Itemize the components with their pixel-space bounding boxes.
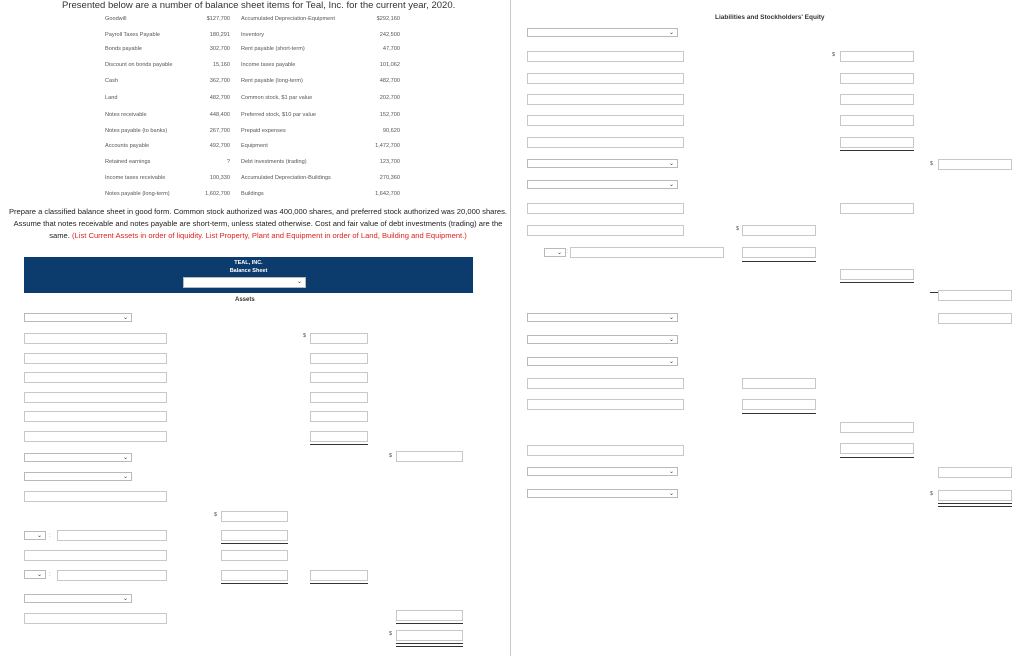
underline: [840, 150, 914, 151]
account-input[interactable]: [527, 445, 684, 456]
chevron-down-icon: ⌄: [668, 315, 674, 321]
amount-input[interactable]: [221, 550, 288, 561]
amount-input[interactable]: [840, 203, 914, 214]
account-select[interactable]: [24, 313, 132, 322]
item-value: 1,472,700: [375, 143, 400, 149]
item-label: Rent payable (short-term): [241, 46, 305, 52]
amount-input[interactable]: [840, 422, 914, 433]
amount-input[interactable]: [840, 115, 914, 126]
account-input[interactable]: [24, 372, 167, 383]
item-value: 123,700: [379, 159, 400, 165]
amount-input[interactable]: [396, 610, 463, 621]
amount-input[interactable]: [310, 570, 368, 581]
chevron-down-icon: ⌄: [668, 359, 674, 365]
item-value: 482,700: [379, 78, 400, 84]
item-label: Land: [105, 95, 118, 101]
item-value: 270,360: [379, 175, 400, 181]
item-value: 1,602,700: [205, 191, 230, 197]
dollar-sign: $: [389, 453, 393, 459]
amount-input[interactable]: [742, 378, 816, 389]
amount-input[interactable]: [396, 630, 463, 641]
item-value: $127,700: [206, 16, 230, 22]
item-label: Cash: [105, 78, 119, 84]
dollar-sign: $: [832, 52, 836, 58]
item-value: 90,620: [382, 128, 400, 134]
chevron-down-icon: ⌄: [122, 596, 128, 602]
item-label: Accumulated Depreciation-Equipment: [241, 16, 335, 22]
amount-input[interactable]: [840, 137, 914, 148]
underline: [840, 282, 914, 283]
dollar-sign: $: [930, 161, 934, 167]
colon-separator: :: [49, 572, 51, 578]
chevron-down-icon: ⌄: [668, 469, 674, 475]
sheet-title: Balance Sheet: [229, 268, 268, 274]
item-label: Prepaid expenses: [241, 128, 286, 134]
amount-input[interactable]: [310, 411, 368, 422]
account-select[interactable]: [24, 570, 46, 579]
account-select[interactable]: [527, 467, 678, 476]
amount-input[interactable]: [310, 392, 368, 403]
dollar-sign: $: [214, 512, 218, 518]
dollar-sign: $: [389, 631, 393, 637]
account-select[interactable]: [527, 335, 678, 344]
account-select[interactable]: [527, 313, 678, 322]
item-label: Discount on bonds payable: [105, 62, 173, 68]
underline: [396, 623, 463, 624]
company-name: TEAL, INC.: [234, 260, 263, 266]
amount-input[interactable]: [938, 490, 1012, 501]
instructions-text: Prepare a classified balance sheet in good form. Common stock authorized was 400,000 shares, and preferred stock authorized was 20,000 shares. Assume that notes receivable and notes payable are short-term, unless stated otherwise. Cost and fair value of debt investments (trading) are the same.: [8, 207, 508, 240]
account-input[interactable]: [24, 392, 167, 403]
problem-intro: Presented below are a number of balance sheet items for Teal, Inc. for the current year, 2020.: [62, 0, 456, 11]
amount-input[interactable]: [742, 225, 816, 236]
account-input[interactable]: [24, 491, 167, 502]
chevron-down-icon: ⌄: [668, 182, 674, 188]
underline: [310, 583, 368, 584]
underline: [742, 413, 816, 414]
amount-input[interactable]: [310, 431, 368, 442]
account-input[interactable]: [527, 399, 684, 410]
item-value: 242,500: [379, 32, 400, 38]
chevron-down-icon: ⌄: [36, 572, 42, 578]
account-input[interactable]: [24, 550, 167, 561]
account-input[interactable]: [527, 137, 684, 148]
account-input[interactable]: [24, 613, 167, 624]
item-label: Notes payable (long-term): [105, 191, 170, 197]
account-select[interactable]: [527, 357, 678, 366]
item-value: 152,700: [379, 112, 400, 118]
item-label: Payroll Taxes Payable: [105, 32, 160, 38]
balance-sheet-header: [24, 257, 473, 293]
column-divider: [510, 0, 511, 656]
item-value: $292,160: [376, 16, 400, 22]
account-input[interactable]: [57, 570, 167, 581]
item-label: Common stock, $1 par value: [241, 95, 313, 101]
account-input[interactable]: [527, 73, 684, 84]
item-value: 101,062: [379, 62, 400, 68]
assets-heading: Assets: [235, 297, 255, 303]
item-label: Equipment: [241, 143, 268, 149]
item-value: 492,700: [209, 143, 230, 149]
item-value: 448,400: [209, 112, 230, 118]
chevron-down-icon: ⌄: [556, 250, 562, 256]
amount-input[interactable]: [742, 399, 816, 410]
double-underline: [938, 503, 1012, 507]
account-input[interactable]: [24, 411, 167, 422]
amount-input[interactable]: [938, 290, 1012, 301]
account-select[interactable]: [527, 489, 678, 498]
amount-input[interactable]: [840, 443, 914, 454]
account-input[interactable]: [24, 333, 167, 344]
item-value: 180,291: [209, 32, 230, 38]
amount-input[interactable]: [938, 313, 1012, 324]
account-input[interactable]: [527, 378, 684, 389]
amount-input[interactable]: [310, 353, 368, 364]
underline: [221, 583, 288, 584]
item-label: Income taxes receivable: [105, 175, 166, 181]
chevron-down-icon: ⌄: [36, 533, 42, 539]
account-select[interactable]: [527, 28, 678, 37]
item-value: ?: [226, 159, 230, 165]
item-label: Notes receivable: [105, 112, 147, 118]
item-value: 15,160: [212, 62, 230, 68]
item-label: Bonds payable: [105, 46, 143, 52]
double-underline: [396, 643, 463, 647]
account-input[interactable]: [527, 225, 684, 236]
account-select[interactable]: [544, 248, 566, 257]
underline: [840, 457, 914, 458]
amount-input[interactable]: [221, 570, 288, 581]
account-input[interactable]: [24, 353, 167, 364]
amount-input[interactable]: [221, 530, 288, 541]
chevron-down-icon: ⌄: [668, 30, 674, 36]
chevron-down-icon: ⌄: [122, 474, 128, 480]
account-input[interactable]: [527, 94, 684, 105]
account-input[interactable]: [57, 530, 167, 541]
dollar-sign: $: [736, 226, 740, 232]
item-value: 202,700: [379, 95, 400, 101]
account-input[interactable]: [527, 51, 684, 62]
liabilities-heading: Liabilities and Stockholders' Equity: [715, 14, 825, 21]
item-label: Preferred stock, $10 par value: [241, 112, 316, 118]
item-label: Income taxes payable: [241, 62, 296, 68]
account-select[interactable]: [527, 180, 678, 189]
amount-input[interactable]: [742, 247, 816, 258]
amount-input[interactable]: [221, 511, 288, 522]
chevron-down-icon: ⌄: [122, 455, 128, 461]
underline: [310, 444, 368, 445]
date-select[interactable]: [183, 277, 306, 288]
account-select[interactable]: [527, 159, 678, 168]
item-label: Notes payable (to banks): [105, 128, 168, 134]
account-input[interactable]: [24, 431, 167, 442]
item-value: 267,700: [209, 128, 230, 134]
account-input[interactable]: [570, 247, 724, 258]
dollar-sign: $: [303, 333, 307, 339]
account-input[interactable]: [527, 203, 684, 214]
underline: [221, 543, 288, 544]
amount-input[interactable]: [840, 51, 914, 62]
chevron-down-icon: ⌄: [668, 161, 674, 167]
item-label: Goodwill: [105, 16, 127, 22]
item-label: Buildings: [241, 191, 264, 197]
item-label: Accounts payable: [105, 143, 150, 149]
amount-input[interactable]: [310, 372, 368, 383]
dollar-sign: $: [930, 491, 934, 497]
chevron-down-icon: ⌄: [296, 279, 302, 285]
amount-input[interactable]: [840, 94, 914, 105]
amount-input[interactable]: [938, 159, 1012, 170]
colon-separator: :: [567, 249, 569, 255]
item-label: Rent payable (long-term): [241, 78, 303, 84]
instructions: [8, 206, 508, 242]
item-label: Debt investments (trading): [241, 159, 307, 165]
account-select[interactable]: [24, 594, 132, 603]
chevron-down-icon: ⌄: [668, 491, 674, 497]
item-label: Accumulated Depreciation-Buildings: [241, 175, 331, 181]
chevron-down-icon: ⌄: [122, 315, 128, 321]
amount-input[interactable]: [310, 333, 368, 344]
account-select[interactable]: [24, 453, 132, 462]
item-value: 302,700: [209, 46, 230, 52]
account-select[interactable]: [24, 472, 132, 481]
account-input[interactable]: [527, 115, 684, 126]
item-label: Inventory: [241, 32, 265, 38]
item-value: 362,700: [209, 78, 230, 84]
item-value: 47,700: [382, 46, 400, 52]
colon-separator: :: [49, 533, 51, 539]
amount-input[interactable]: [396, 451, 463, 462]
amount-input[interactable]: [938, 467, 1012, 478]
chevron-down-icon: ⌄: [668, 337, 674, 343]
underline: [742, 261, 816, 262]
item-value: 482,700: [209, 95, 230, 101]
account-select[interactable]: [24, 531, 46, 540]
amount-input[interactable]: [840, 269, 914, 280]
amount-input[interactable]: [840, 73, 914, 84]
instructions-note: (List Current Assets in order of liquidity. List Property, Plant and Equipment in order of Land, Building and Equipment.): [72, 231, 467, 240]
item-value: 100,330: [209, 175, 230, 181]
item-label: Retained earnings: [105, 159, 151, 165]
item-value: 1,642,700: [375, 191, 400, 197]
